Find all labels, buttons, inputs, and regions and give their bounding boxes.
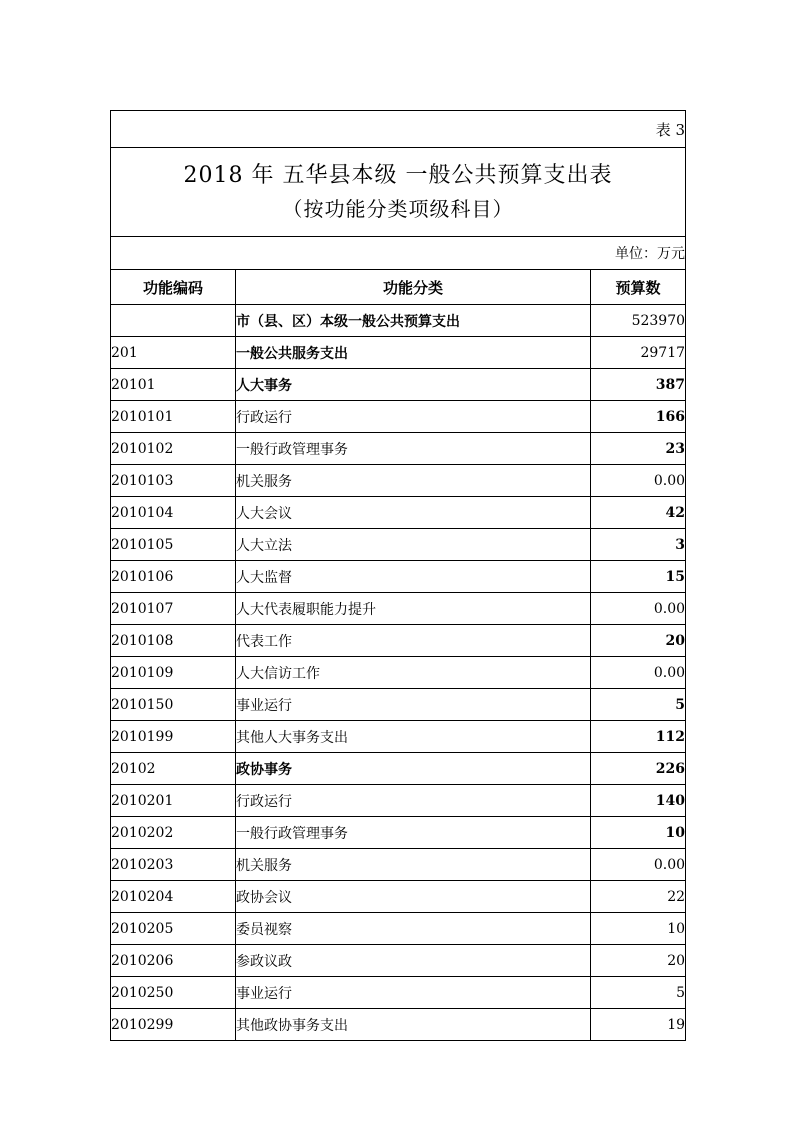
page-subtitle: （按功能分类项级科目） xyxy=(282,196,514,221)
table-row xyxy=(111,913,686,945)
cell-function-category: 一般行政管理事务 xyxy=(236,817,591,849)
table-header-row xyxy=(111,270,686,305)
cell-budget-amount: 387 xyxy=(591,369,686,401)
cell-budget-amount: 29717 xyxy=(591,337,686,369)
cell-function-code: 2010205 xyxy=(111,913,236,945)
cell-function-code: 2010204 xyxy=(111,881,236,913)
table-row xyxy=(111,977,686,1009)
cell-budget-amount: 15 xyxy=(591,561,686,593)
table-body xyxy=(111,111,686,1041)
cell-function-category: 事业运行 xyxy=(236,977,591,1009)
table-row xyxy=(111,433,686,465)
table-label-row xyxy=(111,111,686,148)
table-row xyxy=(111,657,686,689)
table-row xyxy=(111,593,686,625)
table-row xyxy=(111,625,686,657)
cell-budget-amount: 10 xyxy=(591,817,686,849)
cell-function-code: 20102 xyxy=(111,753,236,785)
cell-function-code: 2010150 xyxy=(111,689,236,721)
cell-function-category: 人大会议 xyxy=(236,497,591,529)
cell-function-category: 事业运行 xyxy=(236,689,591,721)
cell-function-category: 人大事务 xyxy=(236,369,591,401)
cell-function-code: 2010104 xyxy=(111,497,236,529)
budget-expenditure-table xyxy=(110,110,686,1041)
cell-budget-amount: 0.00 xyxy=(591,593,686,625)
table-row xyxy=(111,945,686,977)
cell-budget-amount: 10 xyxy=(591,913,686,945)
cell-function-category: 人大信访工作 xyxy=(236,657,591,689)
table-row xyxy=(111,561,686,593)
table-row xyxy=(111,369,686,401)
cell-function-code: 20101 xyxy=(111,369,236,401)
cell-function-code: 2010206 xyxy=(111,945,236,977)
cell-budget-amount: 22 xyxy=(591,881,686,913)
title-row xyxy=(111,148,686,237)
cell-budget-amount: 42 xyxy=(591,497,686,529)
cell-function-category: 一般行政管理事务 xyxy=(236,433,591,465)
cell-function-code: 2010299 xyxy=(111,1009,236,1041)
cell-function-category: 人大代表履职能力提升 xyxy=(236,593,591,625)
unit-row xyxy=(111,237,686,270)
cell-function-category: 其他政协事务支出 xyxy=(236,1009,591,1041)
cell-budget-amount: 226 xyxy=(591,753,686,785)
cell-function-category: 政协会议 xyxy=(236,881,591,913)
page-title: 2018 年 五华县本级 一般公共预算支出表 xyxy=(183,163,613,189)
cell-budget-amount: 0.00 xyxy=(591,849,686,881)
column-header-budget: 预算数 xyxy=(591,270,686,305)
table-row xyxy=(111,721,686,753)
table-row xyxy=(111,817,686,849)
cell-budget-amount: 3 xyxy=(591,529,686,561)
cell-function-code: 2010102 xyxy=(111,433,236,465)
cell-function-category: 行政运行 xyxy=(236,401,591,433)
table-row xyxy=(111,497,686,529)
cell-budget-amount: 23 xyxy=(591,433,686,465)
table-row xyxy=(111,401,686,433)
cell-function-code: 2010105 xyxy=(111,529,236,561)
cell-function-category: 人大监督 xyxy=(236,561,591,593)
table-row xyxy=(111,1009,686,1041)
title-cell xyxy=(111,148,686,237)
cell-budget-amount: 112 xyxy=(591,721,686,753)
cell-budget-amount: 0.00 xyxy=(591,657,686,689)
cell-function-code: 2010250 xyxy=(111,977,236,1009)
cell-budget-amount: 5 xyxy=(591,977,686,1009)
cell-function-category: 行政运行 xyxy=(236,785,591,817)
table-row xyxy=(111,753,686,785)
cell-budget-amount: 20 xyxy=(591,625,686,657)
cell-function-category: 市（县、区）本级一般公共预算支出 xyxy=(236,305,591,337)
cell-function-code: 2010109 xyxy=(111,657,236,689)
cell-function-category: 参政议政 xyxy=(236,945,591,977)
cell-function-category: 人大立法 xyxy=(236,529,591,561)
cell-function-code: 2010103 xyxy=(111,465,236,497)
table-row xyxy=(111,465,686,497)
cell-function-category: 政协事务 xyxy=(236,753,591,785)
table-row xyxy=(111,881,686,913)
cell-budget-amount: 20 xyxy=(591,945,686,977)
cell-function-code: 2010201 xyxy=(111,785,236,817)
cell-function-code: 201 xyxy=(111,337,236,369)
cell-budget-amount: 0.00 xyxy=(591,465,686,497)
column-header-code: 功能编码 xyxy=(111,270,236,305)
table-row xyxy=(111,337,686,369)
unit-note: 单位：万元 xyxy=(111,237,686,270)
column-header-category: 功能分类 xyxy=(236,270,591,305)
cell-function-code: 2010101 xyxy=(111,401,236,433)
table-row xyxy=(111,785,686,817)
cell-function-category: 一般公共服务支出 xyxy=(236,337,591,369)
cell-function-category: 其他人大事务支出 xyxy=(236,721,591,753)
cell-budget-amount: 19 xyxy=(591,1009,686,1041)
table-row xyxy=(111,689,686,721)
cell-function-category: 机关服务 xyxy=(236,849,591,881)
cell-function-category: 代表工作 xyxy=(236,625,591,657)
cell-function-code xyxy=(111,305,236,337)
cell-function-code: 2010108 xyxy=(111,625,236,657)
cell-budget-amount: 166 xyxy=(591,401,686,433)
table-label: 表 3 xyxy=(111,111,686,148)
cell-budget-amount: 140 xyxy=(591,785,686,817)
cell-function-category: 委员视察 xyxy=(236,913,591,945)
cell-budget-amount: 523970 xyxy=(591,305,686,337)
cell-function-code: 2010202 xyxy=(111,817,236,849)
cell-function-code: 2010203 xyxy=(111,849,236,881)
cell-function-code: 2010199 xyxy=(111,721,236,753)
cell-function-code: 2010107 xyxy=(111,593,236,625)
cell-budget-amount: 5 xyxy=(591,689,686,721)
cell-function-category: 机关服务 xyxy=(236,465,591,497)
table-row xyxy=(111,529,686,561)
table-row xyxy=(111,305,686,337)
cell-function-code: 2010106 xyxy=(111,561,236,593)
table-row xyxy=(111,849,686,881)
